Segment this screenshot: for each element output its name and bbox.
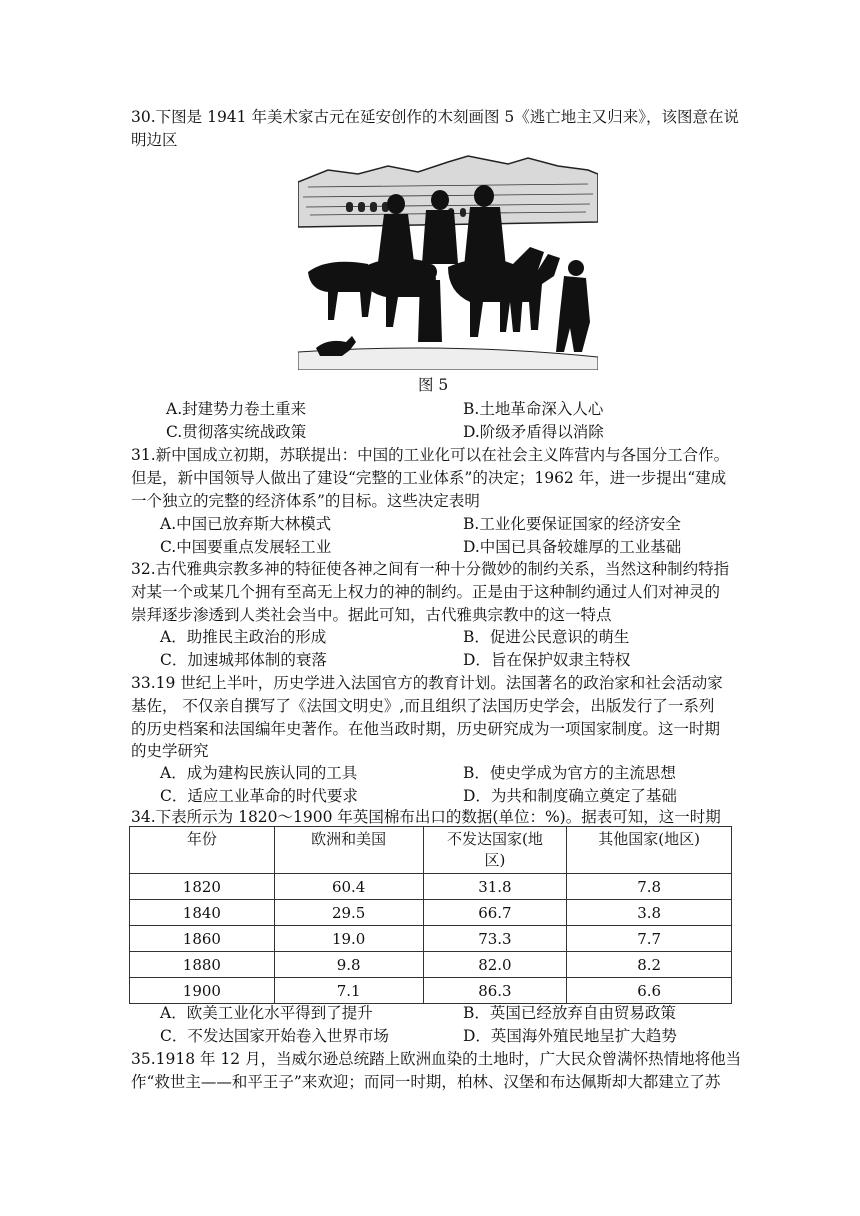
table-cell: 31.8 [423,874,567,900]
q31-line2: 但是，新中国领导人做出了建设“完整的工业体系”的决定；1962 年，进一步提出“建成 [131,469,727,487]
table-cell: 1900 [130,978,275,1004]
table-row [130,926,732,952]
table-row [130,978,732,1004]
header-underdeveloped [423,827,567,874]
q34-option-d[interactable]: D．英国海外殖民地呈扩大趋势 [463,1027,677,1045]
q32-option-d[interactable]: D．旨在保护奴隶主特权 [463,651,631,669]
q31-option-c[interactable]: C.中国要重点发展轻工业 [160,538,332,556]
header-underdeveloped-part2: 区) [484,851,506,869]
table-cell: 1840 [130,900,275,926]
table-row [130,952,732,978]
q34-option-c[interactable]: C．不发达国家开始卷入世界市场 [160,1027,389,1045]
table-cell: 66.7 [423,900,567,926]
table-cell: 60.4 [274,874,423,900]
q33-line3: 的历史档案和法国编年史著作。在他当政时期，历史研究成为一项国家制度。这一时期 [131,720,721,738]
q33-line2: 基佐， 不仅亲自撰写了《法国文明史》,而且组织了法国历史学会，出版发行了一系列 [131,697,715,715]
table-cell: 7.7 [567,926,732,952]
q32-option-c[interactable]: C．加速城邦体制的衰落 [160,651,327,669]
q35-line1: 35.1918 年 12 月，当威尔逊总统踏上欧洲血染的土地时，广大民众曾满怀热情地将他当 [131,1050,742,1068]
table-cell: 7.8 [567,874,732,900]
table-cell: 19.0 [274,926,423,952]
header-year: 年份 [130,827,275,874]
q32-option-b[interactable]: B．促进公民意识的萌生 [463,628,630,646]
table-cell: 8.2 [567,952,732,978]
q33-line1: 33.19 世纪上半叶，历史学进入法国官方的教育计划。法国著名的政治家和社会活动家 [131,674,723,692]
q32-line1: 32.古代雅典宗教多神的特征使各神之间有一种十分微妙的制约关系，当然这种制约特指 [131,560,730,578]
q31-line3: 一个独立的完整的经济体系”的目标。这些决定表明 [131,492,480,510]
q31-option-a[interactable]: A.中国已放弃斯大林模式 [160,515,332,533]
q30-stem-line2: 明边区 [131,131,178,149]
table-cell: 1880 [130,952,275,978]
cotton-export-table [129,826,732,1004]
q33-option-d[interactable]: D．为共和制度确立奠定了基础 [463,787,677,805]
q33-option-b[interactable]: B．使史学成为官方的主流思想 [463,764,676,782]
table-row [130,900,732,926]
q32-line3: 崇拜逐步渗透到人类社会当中。据此可知，古代雅典宗教中的这一特点 [131,606,612,624]
table-cell: 1820 [130,874,275,900]
q30-option-d[interactable]: D.阶级矛盾得以消除 [463,423,604,441]
q30-option-a[interactable]: A.封建势力卷土重来 [166,400,307,418]
q32-line2: 对某一个或某几个拥有至高无上权力的神的制约。正是由于这种制约通过人们对神灵的 [131,583,721,601]
woodcut-figure-5 [298,152,598,370]
q32-option-a[interactable]: A．助推民主政治的形成 [160,628,327,646]
table-cell: 29.5 [274,900,423,926]
q33-option-c[interactable]: C．适应工业革命的时代要求 [160,787,358,805]
table-cell: 3.8 [567,900,732,926]
table-row [130,874,732,900]
q31-line1: 31.新中国成立初期，苏联提出：中国的工业化可以在社会主义阵营内与各国分工合作。 [131,446,730,464]
table-cell: 1860 [130,926,275,952]
q34-option-a[interactable]: A．欧美工业化水平得到了提升 [160,1004,373,1022]
table-cell: 73.3 [423,926,567,952]
figure-caption: 图 5 [418,376,449,394]
table-cell: 7.1 [274,978,423,1004]
table-header-row [130,827,732,874]
table-cell: 9.8 [274,952,423,978]
header-other: 其他国家(地区) [567,827,732,874]
q31-option-d[interactable]: D.中国已具备较雄厚的工业基础 [463,538,682,556]
q35-line2: 作“救世主——和平王子”来欢迎；而同一时期，柏林、汉堡和布达佩斯却大都建立了苏 [131,1073,721,1091]
table-cell: 82.0 [423,952,567,978]
table-cell: 86.3 [423,978,567,1004]
q30-stem-line1: 30.下图是 1941 年美术家古元在延安创作的木刻画图 5《逃亡地主又归来》，该图意在说 [131,108,739,126]
table-cell: 6.6 [567,978,732,1004]
q33-line4: 的史学研究 [131,742,209,760]
header-underdeveloped-part1: 不发达国家(地 [446,830,543,848]
q34-option-b[interactable]: B．英国已经放弃自由贸易政策 [463,1004,676,1022]
q33-option-a[interactable]: A．成为建构民族认同的工具 [160,764,358,782]
q30-option-b[interactable]: B.土地革命深入人心 [463,400,604,418]
header-europe-us: 欧洲和美国 [274,827,423,874]
q30-option-c[interactable]: C.贯彻落实统战政策 [166,423,307,441]
q34-stem: 34.下表所示为 1820～1900 年英国棉布出口的数据(单位：%)。据表可知，这一时期 [131,808,721,826]
q31-option-b[interactable]: B.工业化要保证国家的经济安全 [463,515,681,533]
